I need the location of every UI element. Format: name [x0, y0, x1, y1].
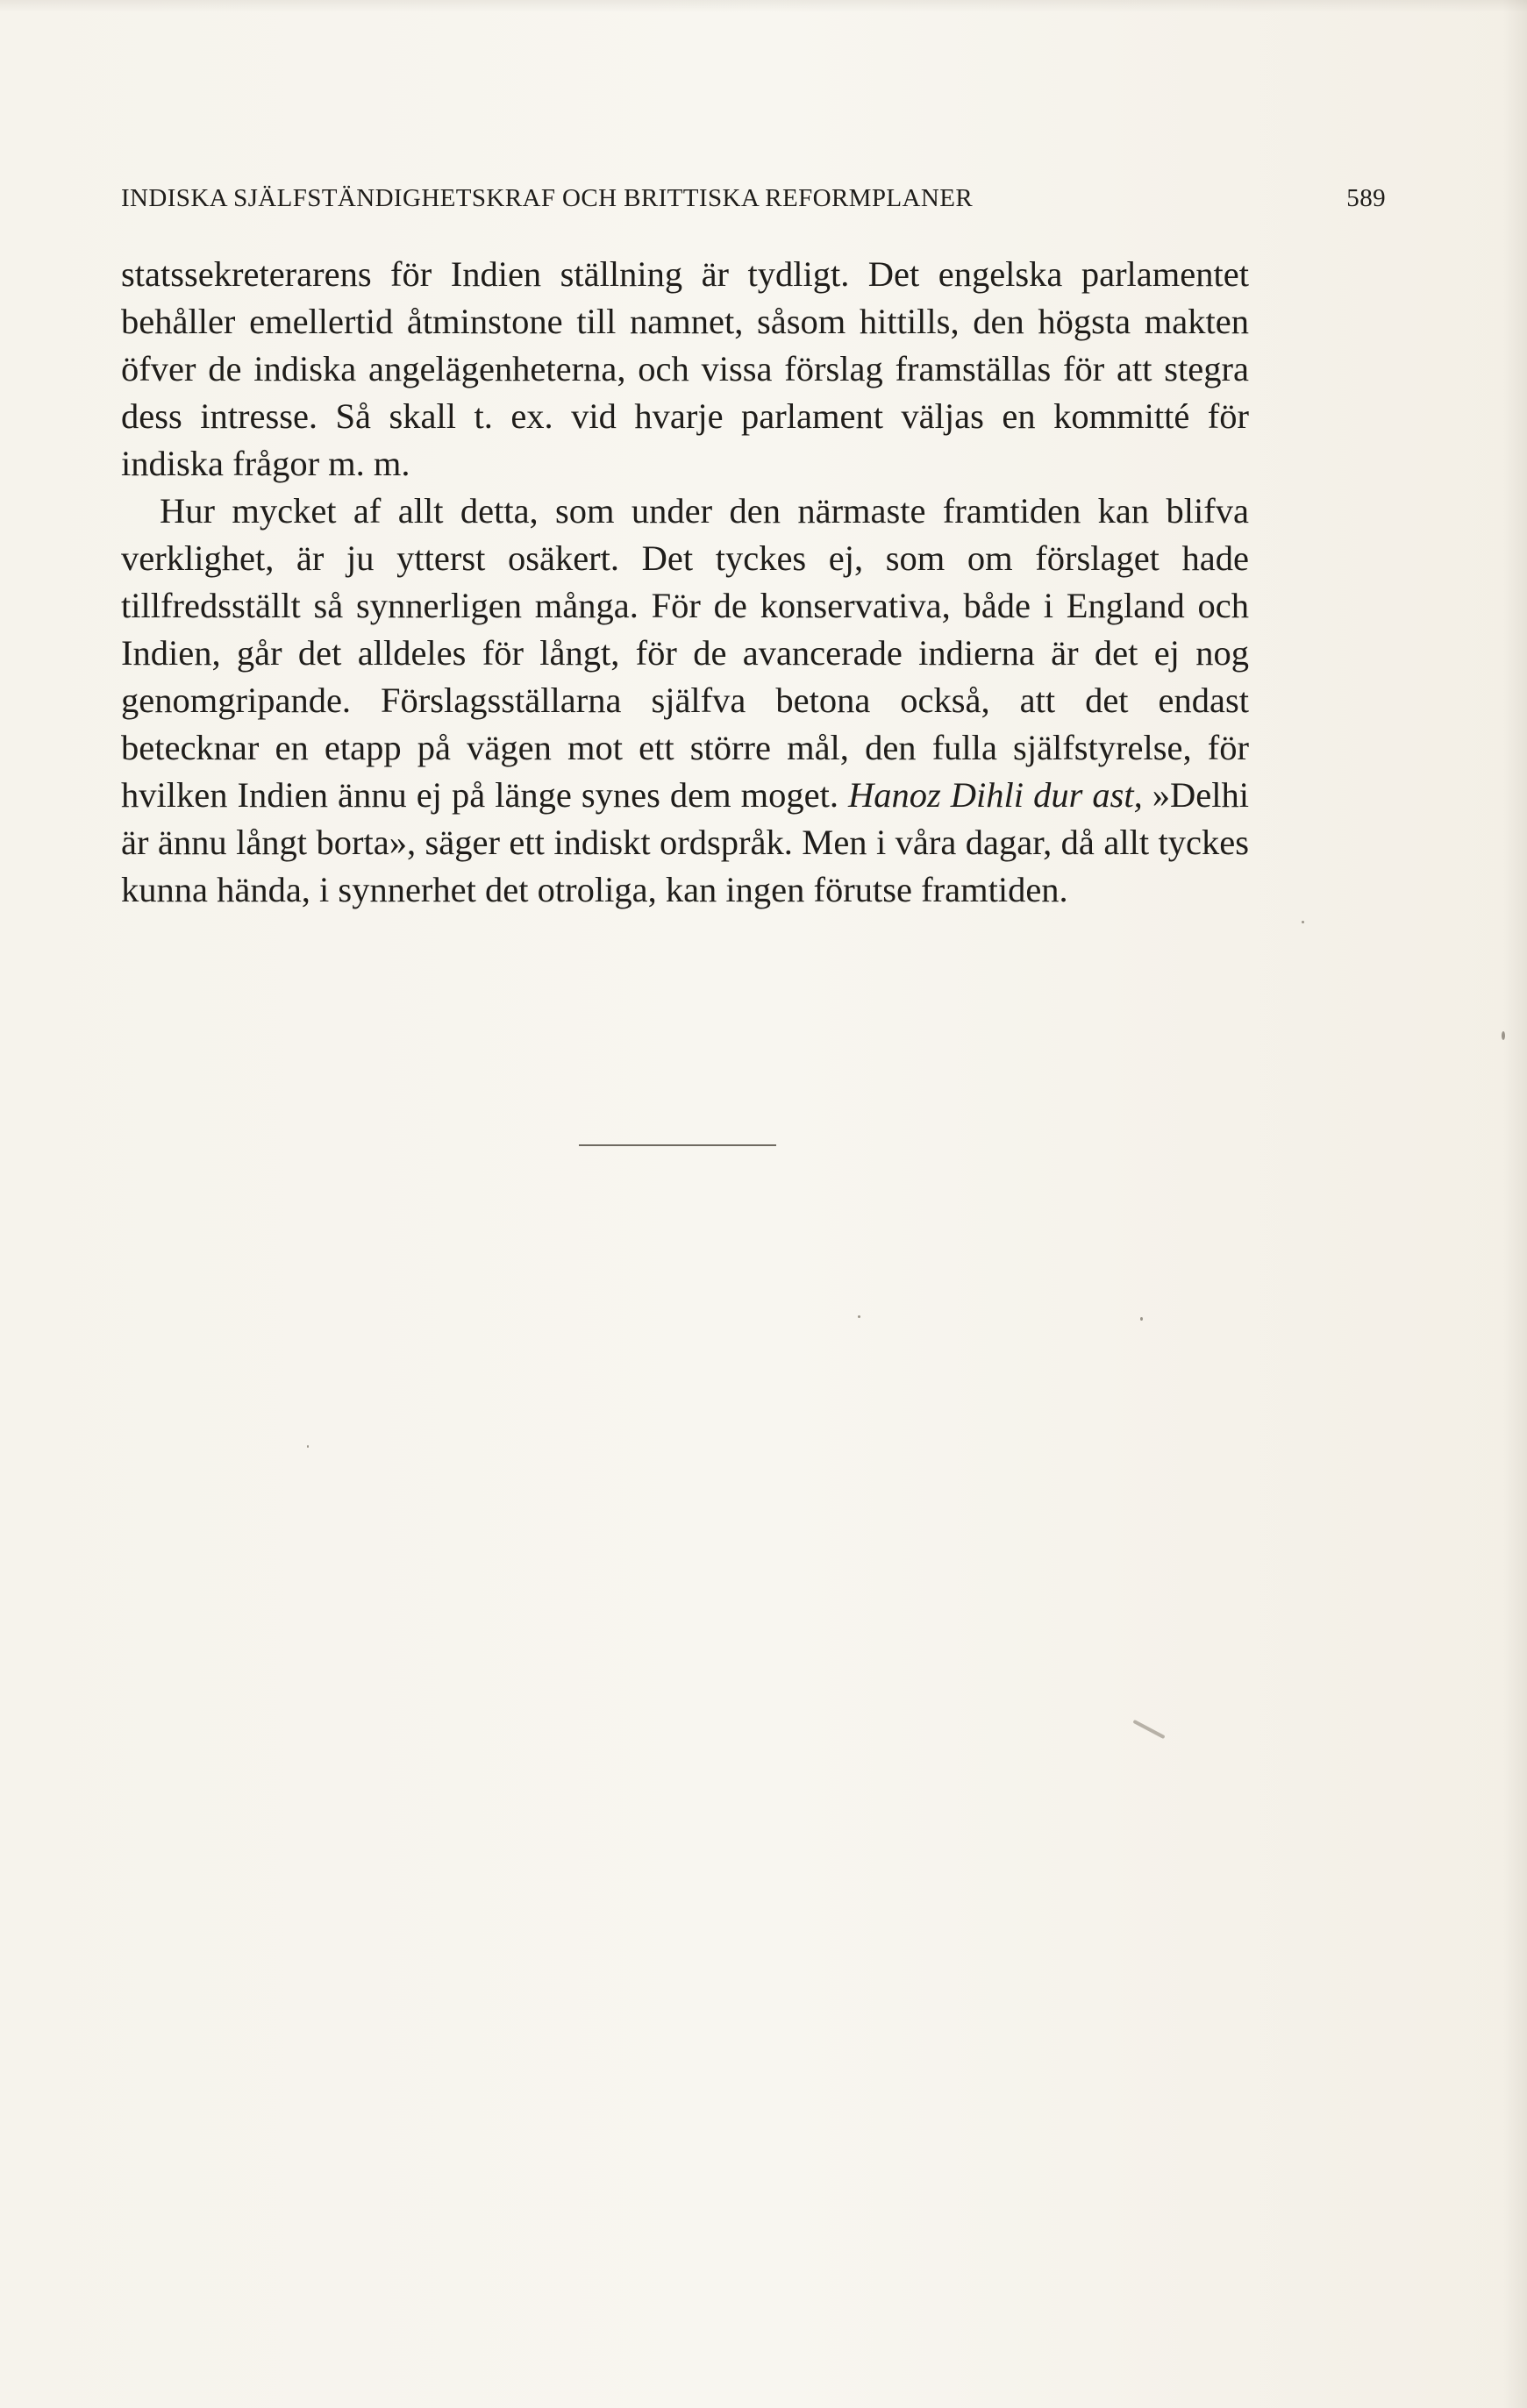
- paper-speck: [1140, 1317, 1143, 1321]
- paragraph-1: [121, 251, 1249, 488]
- paragraph-1-text: statssekreterarens för Indien ställning är tydligt. Det engelska parlamentet behåller emellertid åtminstone till namnet, såsom hittills, den högsta makten öfver de indiska angelägenheterna, och vissa förslag framställas för att stegra dess intresse. Så skall t. ex. vid hvarje parlament väljas en kommitté för indiska frågor m. m.: [121, 254, 1249, 483]
- paragraph-2-text-after: »Delhi är ännu långt borta», säger ett indiskt ordspråk. Men i våra dagar, då allt tyckes kunna hända, i synnerhet det otroliga, kan ingen förutse framtiden.: [121, 775, 1249, 909]
- paper-speck: [1502, 1031, 1505, 1040]
- paragraph-2-text-before: Hur mycket af allt detta, som under den närmaste framtiden kan blifva verklighet, är ju ytterst osäkert. Det tyckes ej, som om förslaget hade tillfredsställt så synnerligen många. För de konservativa, både i England och Indien, går det alldeles för långt, för de avancerade indierna är det ej nog genomgripande. Förslagsställarna själfva betona också, att det endast betecknar en etapp på vägen mot ett större mål, den fulla själfstyrelse, för hvilken Indien ännu ej på länge synes dem moget.: [121, 491, 1249, 815]
- paper-speck: [858, 1315, 860, 1318]
- paper-speck: [1132, 1720, 1165, 1739]
- running-head: [121, 181, 1386, 216]
- paragraph-2-italic-quote: Hanoz Dihli dur ast,: [848, 775, 1143, 815]
- body-text: [121, 251, 1249, 914]
- paper-speck: [307, 1445, 309, 1448]
- running-head-title: INDISKA SJÄLFSTÄNDIGHETSKRAF OCH BRITTISKA REFORMPLANER: [121, 184, 974, 212]
- paper-speck: [1302, 921, 1304, 923]
- paragraph-2: [121, 488, 1249, 914]
- page-right-edge-shadow: [1502, 0, 1527, 2408]
- end-rule-divider: [579, 1144, 776, 1146]
- page-top-edge-shadow: [0, 0, 1527, 12]
- page-number: 589: [1346, 184, 1386, 212]
